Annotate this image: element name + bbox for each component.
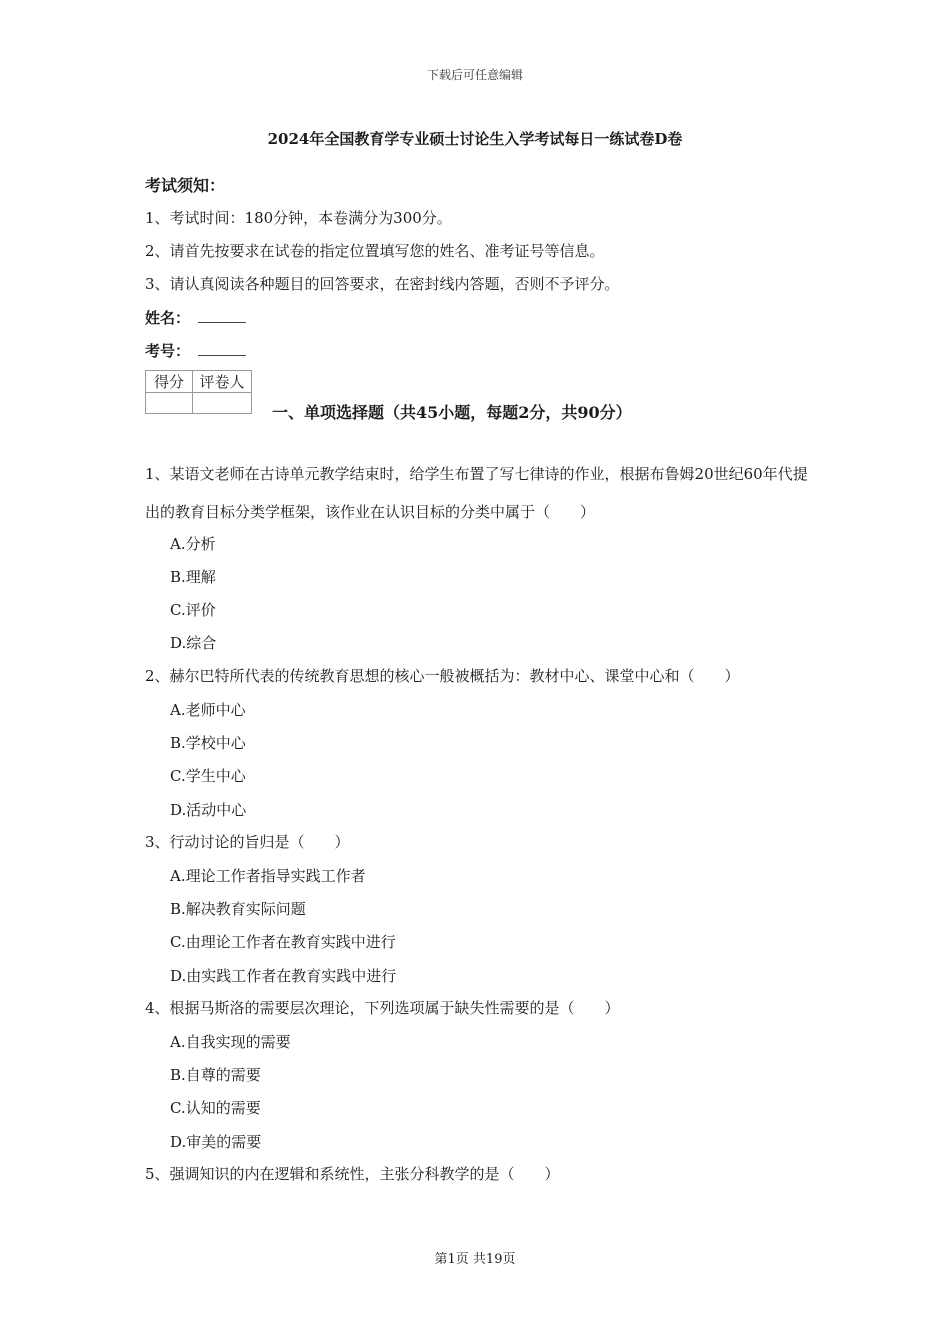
question-2: 2、赫尔巴特所代表的传统教育思想的核心一般被概括为：教材中心、课堂中心和（ ） xyxy=(145,667,740,685)
question-3: 3、行动讨论的旨归是（ ） xyxy=(145,833,350,851)
option-item: A.分析 xyxy=(170,535,216,553)
option-item: B.理解 xyxy=(170,568,216,586)
id-field xyxy=(145,340,246,361)
option-item: B.学校中心 xyxy=(170,734,246,752)
score-table xyxy=(145,370,252,414)
option-item: A.老师中心 xyxy=(170,701,246,719)
option-item: D.综合 xyxy=(170,634,217,652)
question-5: 5、强调知识的内在逻辑和系统性，主张分科教学的是（ ） xyxy=(145,1165,560,1183)
score-cell[interactable] xyxy=(146,393,193,414)
notice-item: 1、考试时间：180分钟，本卷满分为300分。 xyxy=(145,209,452,227)
grader-header: 评卷人 xyxy=(193,371,252,393)
score-header: 得分 xyxy=(146,371,193,393)
option-item: A.自我实现的需要 xyxy=(170,1033,291,1051)
id-label: 考号： xyxy=(145,342,191,360)
option-item: D.由实践工作者在教育实践中进行 xyxy=(170,967,397,985)
notice-item: 3、请认真阅读各种题目的回答要求，在密封线内答题，否则不予评分。 xyxy=(145,275,620,293)
notice-heading: 考试须知： xyxy=(145,176,226,195)
name-label: 姓名： xyxy=(145,309,191,327)
id-blank[interactable] xyxy=(198,341,246,356)
document-title: 2024年全国教育学专业硕士讨论生入学考试每日一练试卷D卷 xyxy=(267,130,683,148)
section-title: 一、单项选择题（共45小题，每题2分，共90分） xyxy=(272,403,632,422)
option-item: B.自尊的需要 xyxy=(170,1066,261,1084)
header-note: 下载后可任意编辑 xyxy=(426,68,523,82)
question-4: 4、根据马斯洛的需要层次理论，下列选项属于缺失性需要的是（ ） xyxy=(145,999,620,1017)
page-footer: 第1页 共19页 xyxy=(434,1252,516,1267)
option-item: C.认知的需要 xyxy=(170,1099,261,1117)
option-item: C.评价 xyxy=(170,601,216,619)
option-item: D.审美的需要 xyxy=(170,1133,262,1151)
name-field xyxy=(145,307,246,328)
grader-cell[interactable] xyxy=(193,393,252,414)
notice-item: 2、请首先按要求在试卷的指定位置填写您的姓名、准考证号等信息。 xyxy=(145,242,605,260)
question-1: 1、某语文老师在古诗单元教学结束时，给学生布置了写七律诗的作业，根据布鲁姆20世纪60年代提出的教育目标分类学框架，该作业在认识目标的分类中属于（ ） xyxy=(145,465,808,521)
option-item: B.解决教育实际问题 xyxy=(170,900,306,918)
option-item: D.活动中心 xyxy=(170,801,247,819)
name-blank[interactable] xyxy=(198,308,246,323)
option-item: A.理论工作者指导实践工作者 xyxy=(170,867,366,885)
option-item: C.学生中心 xyxy=(170,767,246,785)
option-item: C.由理论工作者在教育实践中进行 xyxy=(170,933,396,951)
